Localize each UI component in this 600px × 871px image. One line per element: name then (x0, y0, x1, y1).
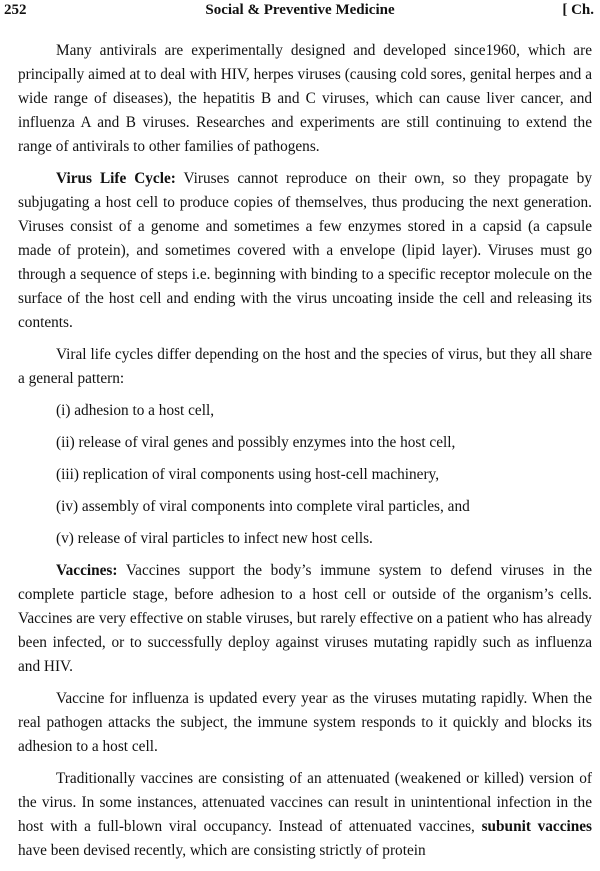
page-body (18, 39, 592, 871)
heading-virus-life-cycle: Virus Life Cycle: (56, 170, 176, 187)
running-header (4, 2, 596, 24)
paragraph-traditional-vaccines-tail: have been devised recently, which are consisting strictly of protein (18, 842, 426, 859)
list-item: (i) adhesion to a host cell, (56, 402, 215, 419)
paragraph-virus-life-cycle-text: Viruses cannot reproduce on their own, so they propagate by subjugating a host cell to produce copies of themselves, thus producing the next generation. Viruses consist of a genome and sometimes a few enzymes stored in a capsid (a capsule made of protein), and sometimes covered with a envelope (lipid layer). Viruses must go through a sequence of steps i.e. beginning with binding to a specific receptor molecule on the surface of the host cell and ending with the virus uncoating inside the cell and releasing its contents. (18, 170, 592, 331)
term-subunit-vaccines: subunit vaccines (481, 818, 592, 835)
paragraph-traditional-vaccines (18, 767, 592, 863)
list-item: (iii) replication of viral components using host-cell machinery, (56, 466, 440, 483)
heading-vaccines: Vaccines: (56, 562, 118, 579)
paragraph-traditional-vaccines-text: Traditionally vaccines are consisting of an attenuated (weakened or killed) version of the virus. In some instances, attenuated vaccines can result in unintentional infection in the host with a full-blown viral occupancy. Instead of attenuated vaccines, (18, 770, 592, 835)
page-number: 252 (4, 2, 27, 18)
paragraph-viral-life-cycles: Viral life cycles differ depending on the host and the species of virus, but they all share a general pattern: (18, 346, 592, 387)
list-item: (ii) release of viral genes and possibly enzymes into the host cell, (56, 434, 456, 451)
running-title: Social & Preventive Medicine (205, 2, 395, 18)
list-item: (iv) assembly of viral components into complete viral particles, and (56, 498, 470, 515)
list-item: (v) release of viral particles to infect new host cells. (56, 530, 373, 547)
paragraph-vaccines-text: Vaccines support the body’s immune system to defend viruses in the complete particle stage, before adhesion to a host cell or outside of the organism’s cells. Vaccines are very effective on stable viruses, but rarely effective on a patient who has already been infected, or to successfully deploy against viruses mutating rapidly such as influenza and HIV. (18, 562, 592, 675)
paragraph-influenza-vaccine: Vaccine for influenza is updated every year as the viruses mutating rapidly. When the real pathogen attacks the subject, the immune system responds to it quickly and blocks its adhesion to a host cell. (18, 690, 592, 755)
paragraph-vaccines (18, 559, 592, 679)
chapter-marker: [ Ch. (562, 2, 594, 18)
paragraph-antivirals: Many antivirals are experimentally designed and developed since1960, which are principally aimed at to deal with HIV, herpes viruses (causing cold sores, genital herpes and a wide range of diseases), the hepatitis B and C viruses, which can cause liver cancer, and influenza A and B viruses. Researches and experiments are still continuing to extend the range of antivirals to other families of pathogens. (18, 42, 592, 155)
paragraph-virus-life-cycle (18, 167, 592, 335)
